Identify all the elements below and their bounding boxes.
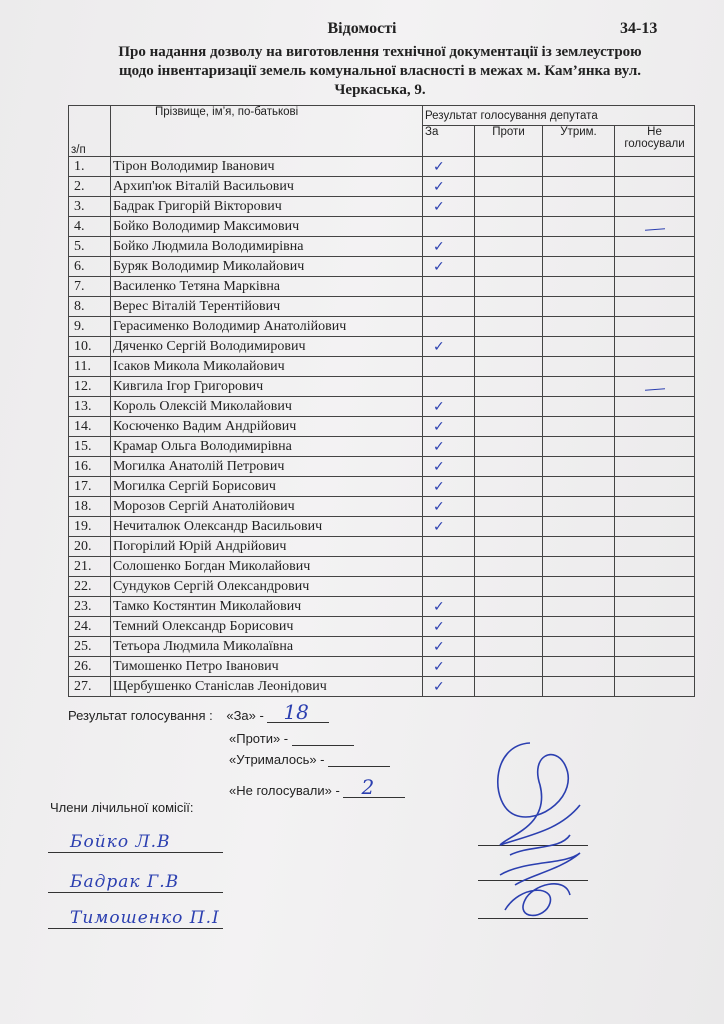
vote-cell-for <box>423 237 475 257</box>
vote-cell-abstain <box>543 297 615 317</box>
vote-cell-against <box>475 497 543 517</box>
vote-cell-not-voted <box>615 177 695 197</box>
results-against-label: «Проти» - <box>229 731 289 746</box>
row-number: 10. <box>69 337 111 357</box>
table-row <box>69 357 695 377</box>
table-row <box>69 197 695 217</box>
table-row <box>69 637 695 657</box>
vote-cell-abstain <box>543 657 615 677</box>
signature-scribble <box>470 735 600 935</box>
row-deputy-name: Тимошенко Петро Іванович <box>111 657 423 677</box>
vote-cell-not-voted <box>615 237 695 257</box>
vote-cell-abstain <box>543 517 615 537</box>
row-deputy-name: Щербушенко Станіслав Леонідович <box>111 677 423 697</box>
vote-cell-abstain <box>543 537 615 557</box>
commission-member-name: Бадрак Г.В <box>70 872 180 892</box>
document-title: Відомості <box>327 20 397 37</box>
vote-cell-not-voted <box>615 397 695 417</box>
commission-member <box>48 866 223 893</box>
checkmark-icon: ✓ <box>433 158 445 175</box>
vote-cell-abstain <box>543 277 615 297</box>
vote-cell-against <box>475 617 543 637</box>
row-number: 18. <box>69 497 111 517</box>
vote-cell-for <box>423 597 475 617</box>
row-number: 25. <box>69 637 111 657</box>
vote-cell-for <box>423 337 475 357</box>
row-number: 11. <box>69 357 111 377</box>
row-deputy-name: Тірон Володимир Іванович <box>111 157 423 177</box>
results-for-line <box>68 700 329 724</box>
checkmark-icon: ✓ <box>433 178 445 195</box>
row-deputy-name: Тетьора Людмила Миколаївна <box>111 637 423 657</box>
vote-cell-abstain <box>543 157 615 177</box>
row-deputy-name: Темний Олександр Борисович <box>111 617 423 637</box>
vote-cell-abstain <box>543 637 615 657</box>
row-deputy-name: Могилка Сергій Борисович <box>111 477 423 497</box>
row-deputy-name: Тамко Костянтин Миколайович <box>111 597 423 617</box>
vote-cell-for <box>423 257 475 277</box>
row-deputy-name: Бойко Володимир Максимович <box>111 217 423 237</box>
commission-label: Члени лічильної комісії: <box>50 800 194 815</box>
row-number: 20. <box>69 537 111 557</box>
row-deputy-name: Король Олексій Миколайович <box>111 397 423 417</box>
header-against: Проти <box>475 126 543 157</box>
row-number: 4. <box>69 217 111 237</box>
results-not-voted-value: 2 <box>361 775 375 799</box>
results-against-line <box>229 731 354 746</box>
table-row <box>69 677 695 697</box>
row-deputy-name: Морозов Сергій Анатолійович <box>111 497 423 517</box>
vote-cell-abstain <box>543 397 615 417</box>
subtitle-line: Про надання дозволу на виготовлення технічної документації із землеустрою <box>118 44 642 60</box>
commission-member <box>48 826 223 853</box>
vote-cell-abstain <box>543 417 615 437</box>
vote-cell-for <box>423 317 475 337</box>
vote-cell-against <box>475 417 543 437</box>
row-deputy-name: Василенко Тетяна Марківна <box>111 277 423 297</box>
vote-cell-against <box>475 637 543 657</box>
row-deputy-name: Архип'юк Віталій Васильович <box>111 177 423 197</box>
checkmark-icon: ✓ <box>433 638 445 655</box>
vote-cell-not-voted <box>615 477 695 497</box>
subtitle-line: Черкаська, 9. <box>334 82 426 98</box>
row-number: 15. <box>69 437 111 457</box>
row-deputy-name: Бойко Людмила Володимирівна <box>111 237 423 257</box>
vote-cell-abstain <box>543 677 615 697</box>
row-number: 19. <box>69 517 111 537</box>
table-row <box>69 597 695 617</box>
vote-cell-for <box>423 657 475 677</box>
document-subtitle <box>70 43 690 100</box>
results-not-voted-field <box>343 775 405 799</box>
vote-cell-abstain <box>543 217 615 237</box>
vote-cell-against <box>475 237 543 257</box>
vote-cell-against <box>475 677 543 697</box>
row-deputy-name: Кивгила Ігор Григорович <box>111 377 423 397</box>
table-row <box>69 157 695 177</box>
row-number: 17. <box>69 477 111 497</box>
vote-cell-not-voted <box>615 437 695 457</box>
row-deputy-name: Бадрак Григорій Вікторович <box>111 197 423 217</box>
row-number: 14. <box>69 417 111 437</box>
checkmark-icon: ✓ <box>433 658 445 675</box>
row-deputy-name: Сундуков Сергій Олександрович <box>111 577 423 597</box>
vote-cell-abstain <box>543 257 615 277</box>
vote-cell-not-voted <box>615 677 695 697</box>
row-number: 12. <box>69 377 111 397</box>
results-not-voted-label: «Не голосували» - <box>229 783 340 798</box>
vote-cell-for <box>423 497 475 517</box>
checkmark-icon: ✓ <box>433 198 445 215</box>
vote-cell-for <box>423 177 475 197</box>
header-for: За <box>423 126 475 157</box>
table-row <box>69 577 695 597</box>
vote-cell-abstain <box>543 597 615 617</box>
vote-cell-against <box>475 597 543 617</box>
row-deputy-name: Могилка Анатолій Петрович <box>111 457 423 477</box>
checkmark-icon: ✓ <box>433 438 445 455</box>
vote-cell-abstain <box>543 357 615 377</box>
results-for-value: 18 <box>283 700 309 724</box>
row-deputy-name: Крамар Ольга Володимирівна <box>111 437 423 457</box>
vote-cell-abstain <box>543 437 615 457</box>
checkmark-icon: ✓ <box>433 398 445 415</box>
vote-cell-for <box>423 377 475 397</box>
row-number: 7. <box>69 277 111 297</box>
row-deputy-name: Погорілий Юрій Андрійович <box>111 537 423 557</box>
vote-cell-for <box>423 197 475 217</box>
vote-cell-not-voted <box>615 197 695 217</box>
vote-cell-against <box>475 197 543 217</box>
row-number: 5. <box>69 237 111 257</box>
results-abstained-label: «Утрималось» - <box>229 752 325 767</box>
vote-cell-against <box>475 537 543 557</box>
vote-cell-for <box>423 417 475 437</box>
vote-cell-abstain <box>543 577 615 597</box>
vote-cell-abstain <box>543 197 615 217</box>
vote-cell-against <box>475 477 543 497</box>
row-number: 27. <box>69 677 111 697</box>
table-row <box>69 437 695 457</box>
voting-table <box>68 105 695 697</box>
row-deputy-name: Дяченко Сергій Володимирович <box>111 337 423 357</box>
table-row <box>69 237 695 257</box>
header-not-voted: Не голосували <box>615 126 695 157</box>
table-row <box>69 537 695 557</box>
vote-cell-not-voted <box>615 157 695 177</box>
table-row <box>69 257 695 277</box>
vote-cell-for <box>423 157 475 177</box>
results-abstained-field <box>328 752 390 767</box>
vote-cell-abstain <box>543 337 615 357</box>
checkmark-icon: ✓ <box>433 458 445 475</box>
vote-cell-not-voted <box>615 557 695 577</box>
row-number: 22. <box>69 577 111 597</box>
results-for-label: «За» - <box>226 708 264 723</box>
results-for-field <box>267 700 329 724</box>
vote-cell-not-voted <box>615 577 695 597</box>
table-row <box>69 497 695 517</box>
table-row <box>69 297 695 317</box>
checkmark-icon: ✓ <box>433 518 445 535</box>
table-row <box>69 417 695 437</box>
vote-cell-not-voted <box>615 297 695 317</box>
vote-cell-abstain <box>543 457 615 477</box>
row-deputy-name: Верес Віталій Терентійович <box>111 297 423 317</box>
table-row <box>69 377 695 397</box>
table-row <box>69 457 695 477</box>
vote-cell-for <box>423 637 475 657</box>
vote-cell-against <box>475 457 543 477</box>
vote-cell-for <box>423 577 475 597</box>
vote-cell-against <box>475 157 543 177</box>
vote-cell-abstain <box>543 617 615 637</box>
results-not-voted-line <box>229 775 405 799</box>
vote-cell-for <box>423 457 475 477</box>
table-row <box>69 217 695 237</box>
vote-cell-against <box>475 657 543 677</box>
checkmark-icon: ✓ <box>433 618 445 635</box>
vote-cell-for <box>423 277 475 297</box>
table-row <box>69 397 695 417</box>
row-number: 3. <box>69 197 111 217</box>
checkmark-icon: ✓ <box>433 238 445 255</box>
vote-cell-not-voted <box>615 377 695 397</box>
checkmark-icon: ✓ <box>433 598 445 615</box>
vote-cell-not-voted <box>615 497 695 517</box>
vote-cell-abstain <box>543 237 615 257</box>
checkmark-icon: ✓ <box>433 258 445 275</box>
vote-cell-against <box>475 317 543 337</box>
dash-mark <box>645 228 665 230</box>
vote-cell-for <box>423 617 475 637</box>
row-deputy-name: Нечиталюк Олександр Васильович <box>111 517 423 537</box>
commission-member-name: Тимошенко П.І <box>70 908 220 928</box>
vote-cell-abstain <box>543 177 615 197</box>
vote-cell-not-voted <box>615 657 695 677</box>
document-number: 34-13 <box>620 20 658 37</box>
table-row <box>69 617 695 637</box>
dash-mark <box>645 388 665 390</box>
vote-cell-not-voted <box>615 637 695 657</box>
row-number: 2. <box>69 177 111 197</box>
row-deputy-name: Буряк Володимир Миколайович <box>111 257 423 277</box>
row-number: 24. <box>69 617 111 637</box>
vote-cell-against <box>475 377 543 397</box>
table-row <box>69 517 695 537</box>
vote-cell-not-voted <box>615 417 695 437</box>
vote-cell-not-voted <box>615 277 695 297</box>
vote-cell-for <box>423 297 475 317</box>
row-number: 13. <box>69 397 111 417</box>
vote-cell-abstain <box>543 477 615 497</box>
table-row <box>69 477 695 497</box>
results-abstained-line <box>229 752 390 767</box>
vote-cell-abstain <box>543 317 615 337</box>
vote-cell-abstain <box>543 557 615 577</box>
vote-cell-against <box>475 397 543 417</box>
vote-cell-for <box>423 557 475 577</box>
vote-cell-not-voted <box>615 257 695 277</box>
commission-member-name: Бойко Л.В <box>70 832 171 852</box>
table-row <box>69 277 695 297</box>
vote-cell-against <box>475 517 543 537</box>
table-row <box>69 657 695 677</box>
table-row <box>69 337 695 357</box>
vote-cell-for <box>423 477 475 497</box>
header-number: з/п <box>69 106 111 157</box>
table-row <box>69 317 695 337</box>
vote-cell-not-voted <box>615 597 695 617</box>
vote-cell-not-voted <box>615 537 695 557</box>
vote-cell-against <box>475 297 543 317</box>
vote-cell-not-voted <box>615 617 695 637</box>
header-vote-result: Результат голосування депутата <box>423 106 695 126</box>
commission-member <box>48 902 223 929</box>
checkmark-icon: ✓ <box>433 338 445 355</box>
vote-cell-against <box>475 217 543 237</box>
vote-cell-not-voted <box>615 337 695 357</box>
vote-cell-against <box>475 337 543 357</box>
row-deputy-name: Косюченко Вадим Андрійович <box>111 417 423 437</box>
table-row <box>69 177 695 197</box>
vote-cell-not-voted <box>615 217 695 237</box>
vote-cell-against <box>475 277 543 297</box>
subtitle-line: щодо інвентаризації земель комунальної власності в межах м. Кам’янка вул. <box>118 63 642 79</box>
results-against-field <box>292 731 354 746</box>
checkmark-icon: ✓ <box>433 498 445 515</box>
vote-cell-against <box>475 257 543 277</box>
vote-cell-not-voted <box>615 517 695 537</box>
vote-cell-not-voted <box>615 317 695 337</box>
vote-cell-against <box>475 437 543 457</box>
row-deputy-name: Ісаков Микола Миколайович <box>111 357 423 377</box>
checkmark-icon: ✓ <box>433 478 445 495</box>
row-number: 9. <box>69 317 111 337</box>
vote-cell-against <box>475 177 543 197</box>
vote-cell-for <box>423 357 475 377</box>
checkmark-icon: ✓ <box>433 678 445 695</box>
row-number: 23. <box>69 597 111 617</box>
vote-cell-for <box>423 677 475 697</box>
header-abstain: Утрим. <box>543 126 615 157</box>
vote-cell-for <box>423 397 475 417</box>
row-number: 26. <box>69 657 111 677</box>
vote-cell-against <box>475 357 543 377</box>
vote-cell-for <box>423 517 475 537</box>
row-deputy-name: Герасименко Володимир Анатолійович <box>111 317 423 337</box>
row-number: 16. <box>69 457 111 477</box>
vote-cell-for <box>423 537 475 557</box>
results-label: Результат голосування : <box>68 708 213 723</box>
checkmark-icon: ✓ <box>433 418 445 435</box>
vote-cell-not-voted <box>615 457 695 477</box>
vote-cell-for <box>423 437 475 457</box>
vote-cell-for <box>423 217 475 237</box>
vote-cell-against <box>475 577 543 597</box>
row-number: 8. <box>69 297 111 317</box>
vote-cell-against <box>475 557 543 577</box>
vote-cell-abstain <box>543 497 615 517</box>
row-number: 1. <box>69 157 111 177</box>
row-deputy-name: Солошенко Богдан Миколайович <box>111 557 423 577</box>
table-row <box>69 557 695 577</box>
vote-cell-abstain <box>543 377 615 397</box>
header-name: Прізвище, ім’я, по-батькові <box>111 106 423 157</box>
vote-cell-not-voted <box>615 357 695 377</box>
row-number: 6. <box>69 257 111 277</box>
row-number: 21. <box>69 557 111 577</box>
